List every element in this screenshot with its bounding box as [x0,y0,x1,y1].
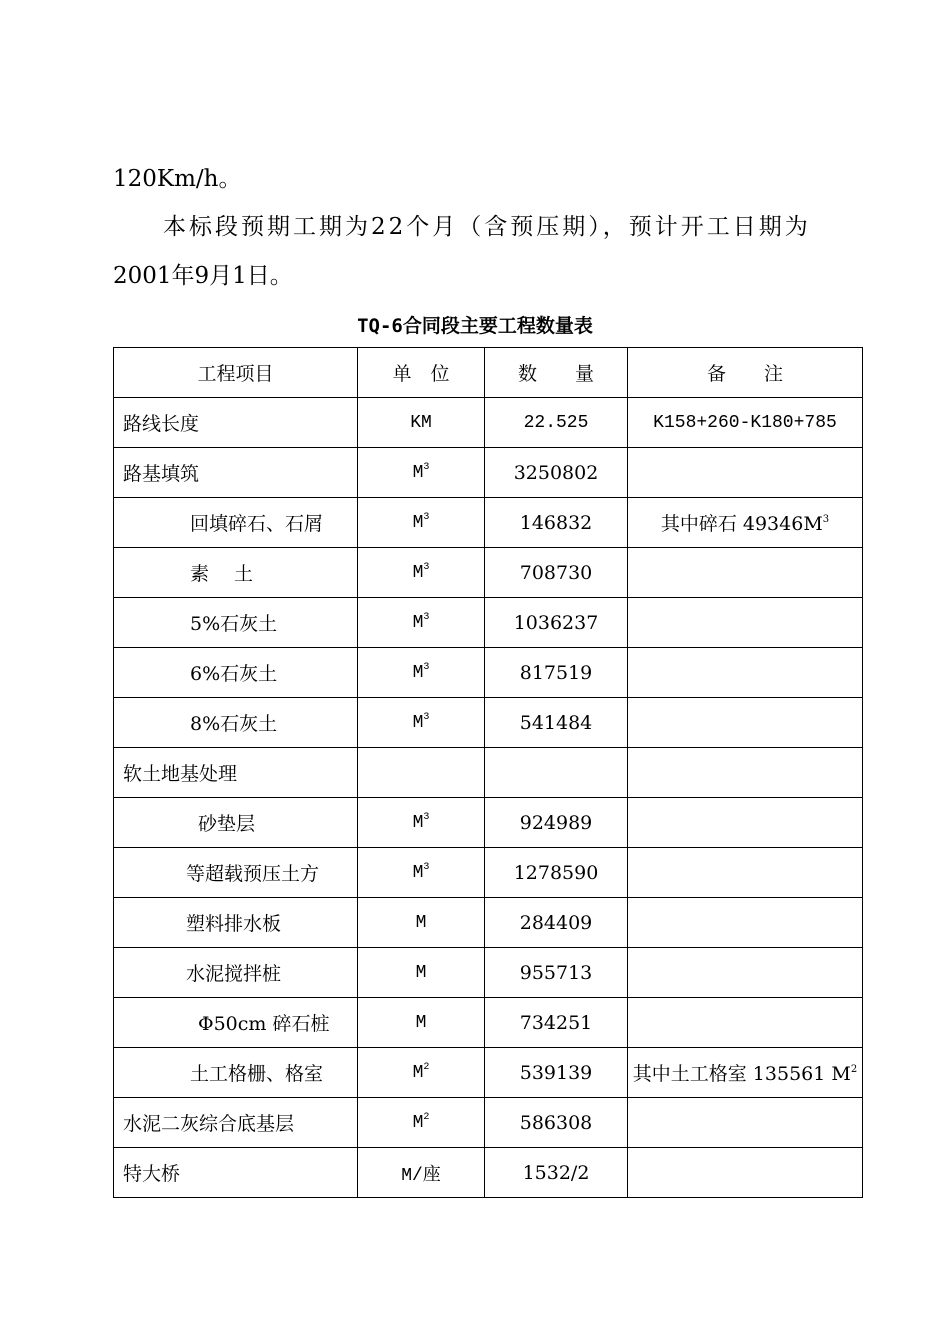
cell-qty [485,648,628,698]
cell-qty [485,698,628,748]
header-item: 工程项目 [114,348,358,398]
cell-item [114,948,358,998]
cell-text: K158+260-K180+785 [653,412,837,433]
cell-text: 539139 [519,1061,593,1084]
table-row [114,948,863,998]
table-row [114,498,863,548]
cell-item [114,648,358,698]
cell-text: 水泥搅拌桩 [186,963,282,985]
cell-text: M [412,812,424,833]
header-unit: 单 位 [358,348,485,398]
superscript: 3 [423,511,430,523]
paragraph-speed: 120Km/h。 [113,166,242,192]
table-row [114,848,863,898]
cell-note [628,898,863,948]
cell-unit [358,748,485,798]
cell-text: M/座 [401,1165,441,1186]
cell-text: 146832 [519,511,593,534]
table-title: TQ-6合同段主要工程数量表 [357,315,593,337]
cell-qty [485,1098,628,1148]
cell-text: M [415,912,427,933]
cell-text: 塑料排水板 [186,913,282,935]
cell-unit [358,498,485,548]
cell-item [114,498,358,548]
cell-text: 软土地基处理 [123,763,238,785]
cell-qty [485,498,628,548]
cell-item [114,848,358,898]
cell-text: 回填碎石、石屑 [190,513,324,535]
table-row [114,548,863,598]
cell-text: Φ50cm 碎石桩 [198,1013,330,1035]
cell-text: M [412,512,424,533]
table-row [114,998,863,1048]
cell-item [114,698,358,748]
cell-qty [485,548,628,598]
cell-text: M [412,612,424,633]
cell-unit [358,1048,485,1098]
cell-note [628,598,863,648]
cell-item [114,898,358,948]
cell-text: M [412,462,424,483]
cell-qty [485,998,628,1048]
cell-item [114,1048,358,1098]
cell-text: KM [410,412,432,433]
cell-text: 路线长度 [123,413,200,435]
cell-qty [485,1048,628,1098]
cell-text: M [412,662,424,683]
cell-note [628,798,863,848]
cell-text: 等超载预压土方 [186,863,320,885]
cell-note [628,1098,863,1148]
cell-unit [358,848,485,898]
cell-note [628,398,863,448]
cell-qty [485,798,628,848]
cell-text: 1036237 [513,611,599,634]
table-row [114,1048,863,1098]
cell-text: 素 土 [190,563,254,585]
cell-item [114,1148,358,1198]
cell-text: M [415,962,427,983]
cell-text: 284409 [519,911,593,934]
cell-unit [358,898,485,948]
superscript: 2 [423,1111,430,1123]
cell-unit [358,948,485,998]
superscript: 3 [423,461,430,473]
quantity-table [113,347,863,1198]
table-row [114,748,863,798]
cell-text: 水泥二灰综合底基层 [123,1113,295,1135]
cell-unit [358,998,485,1048]
cell-qty [485,398,628,448]
cell-text: 955713 [519,961,593,984]
cell-text: 734251 [519,1011,593,1034]
superscript: 3 [423,661,430,673]
cell-text: 砂垫层 [198,813,256,835]
cell-unit [358,1148,485,1198]
cell-text: 1532/2 [522,1161,590,1184]
table-row [114,398,863,448]
cell-text: 22.525 [523,412,589,433]
cell-qty [485,598,628,648]
cell-text: 3250802 [513,461,599,484]
cell-item [114,748,358,798]
cell-text: 特大桥 [123,1163,181,1185]
cell-item [114,798,358,848]
cell-unit [358,648,485,698]
cell-note [628,748,863,798]
cell-qty [485,448,628,498]
paragraph-start-date: 2001年9月1日。 [113,263,293,289]
cell-note [628,698,863,748]
cell-unit [358,1098,485,1148]
header-note: 备 注 [628,348,863,398]
cell-note [628,1148,863,1198]
cell-text: 土工格栅、格室 [190,1063,324,1085]
superscript: 3 [423,711,430,723]
cell-item [114,398,358,448]
cell-text: 其中碎石 49346M [660,513,823,535]
cell-note [628,998,863,1048]
cell-text: M [412,712,424,733]
table-row [114,648,863,698]
cell-qty [485,748,628,798]
cell-note [628,548,863,598]
table-row [114,1098,863,1148]
table-row [114,798,863,848]
cell-unit [358,798,485,848]
table-row [114,698,863,748]
cell-qty [485,948,628,998]
cell-qty [485,848,628,898]
cell-unit [358,598,485,648]
superscript: 3 [822,514,830,525]
table-row [114,1148,863,1198]
superscript: 3 [423,561,430,573]
table-row [114,448,863,498]
cell-note [628,498,863,548]
cell-item [114,598,358,648]
table-row [114,598,863,648]
cell-unit [358,398,485,448]
cell-text: 924989 [519,811,593,834]
cell-text: 817519 [519,661,593,684]
cell-note [628,648,863,698]
cell-text: 708730 [519,561,593,584]
cell-qty [485,898,628,948]
table-header-row [114,348,863,398]
cell-qty [485,1148,628,1198]
cell-text: 541484 [519,711,593,734]
cell-text: M [412,1062,424,1083]
cell-text: 8%石灰土 [190,713,278,735]
cell-item [114,448,358,498]
cell-text: M [412,862,424,883]
cell-text: 1278590 [513,861,599,884]
cell-unit [358,448,485,498]
header-qty: 数 量 [485,348,628,398]
cell-item [114,548,358,598]
superscript: 3 [423,811,430,823]
cell-item [114,998,358,1048]
superscript: 3 [423,611,430,623]
cell-text: 6%石灰土 [190,663,278,685]
cell-unit [358,548,485,598]
cell-note [628,448,863,498]
cell-unit [358,698,485,748]
cell-item [114,1098,358,1148]
cell-note [628,848,863,898]
superscript: 2 [423,1061,430,1073]
cell-text: 其中土工格室 135561 M [632,1063,851,1085]
cell-note [628,1048,863,1098]
superscript: 3 [423,861,430,873]
cell-text: M [412,1112,424,1133]
cell-text: M [415,1012,427,1033]
cell-text: 586308 [519,1111,593,1134]
cell-note [628,948,863,998]
cell-text: M [412,562,424,583]
cell-text: 5%石灰土 [190,613,278,635]
superscript: 2 [850,1064,858,1075]
paragraph-schedule: 本标段预期工期为22个月（含预压期），预计开工日期为 [163,214,811,240]
cell-text: 路基填筑 [123,463,200,485]
table-row [114,898,863,948]
